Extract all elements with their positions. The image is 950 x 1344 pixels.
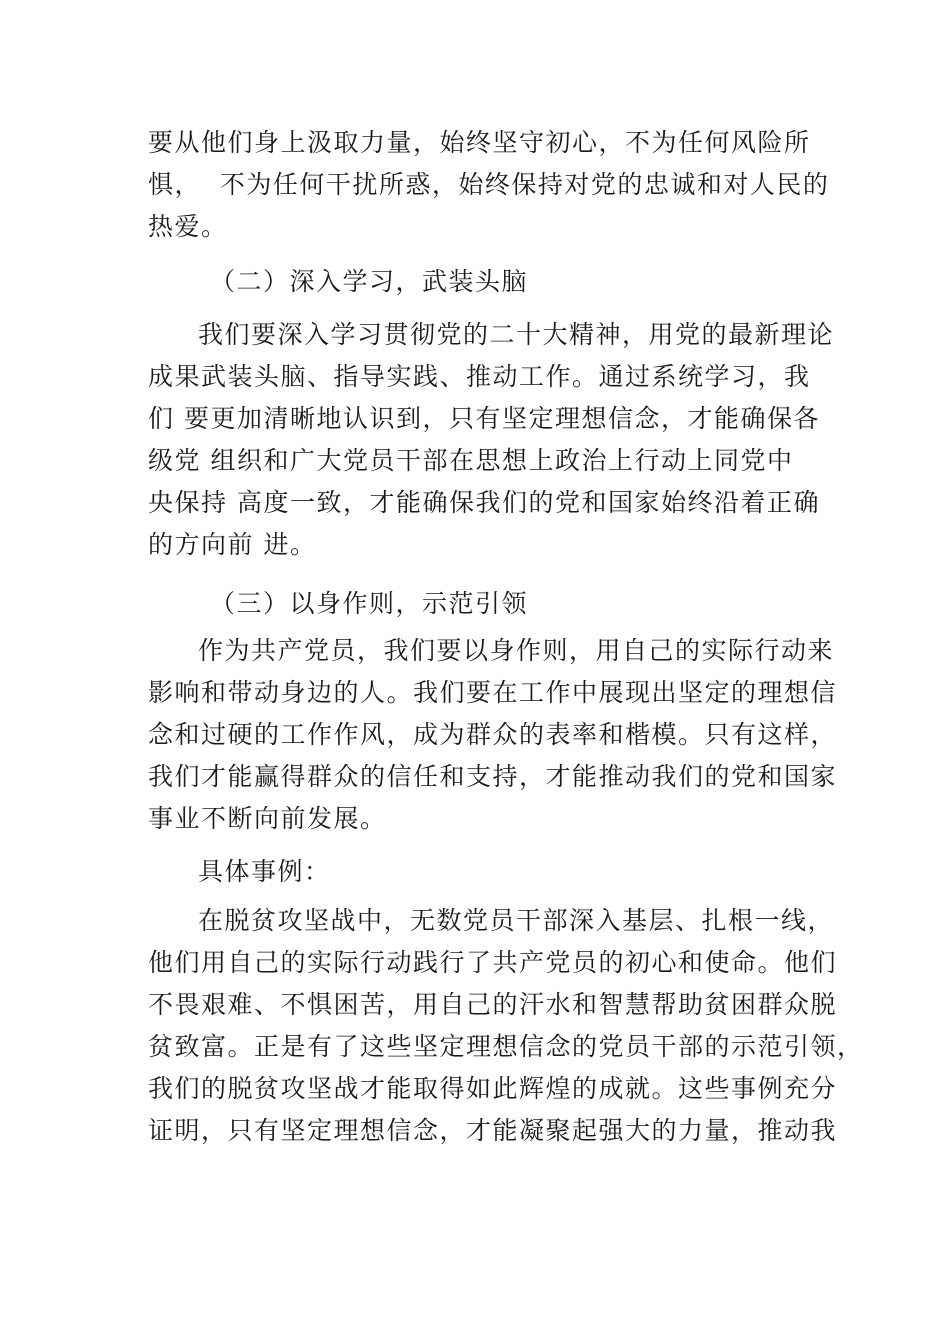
body-line: 我们要深入学习贯彻党的二十大精神，用党的最新理论 (198, 320, 835, 349)
body-line: 他们用自己的实际行动践行了共产党员的初心和使命。他们 (148, 948, 838, 977)
section-heading: （三）以身作则，示范引领 (210, 589, 529, 618)
body-line: 贫致富。正是有了这些坚定理想信念的党员干部的示范引领， (148, 1032, 864, 1061)
body-line: 热爱。 (148, 212, 228, 241)
body-line: 们 要更加清晰地认识到，只有坚定理想信念，才能确保各 (148, 404, 820, 433)
body-line: 级党 组织和广大党员干部在思想上政治上行动上同党中 (148, 446, 794, 475)
body-line: 念和过硬的工作作风，成为群众的表率和楷模。只有这样， (148, 720, 838, 749)
body-line: 我们才能赢得群众的信任和支持，才能推动我们的党和国家 (148, 762, 838, 791)
example-label: 具体事例： (198, 857, 331, 886)
body-line: 作为共产党员，我们要以身作则，用自己的实际行动来 (198, 636, 835, 665)
section-heading: （二）深入学习，武装头脑 (210, 267, 529, 296)
body-line: 在脱贫攻坚战中，无数党员干部深入基层、扎根一线， (198, 906, 835, 935)
body-line: 事业不断向前发展。 (148, 804, 387, 833)
body-line: 我们的脱贫攻坚战才能取得如此辉煌的成就。这些事例充分 (148, 1074, 838, 1103)
body-line: 惧， 不为任何干扰所惑，始终保持对党的忠诚和对人民的 (148, 170, 830, 199)
body-line: 要从他们身上汲取力量，始终坚守初心，不为任何风险所 (148, 128, 811, 157)
body-line: 证明，只有坚定理想信念，才能凝聚起强大的力量，推动我 (148, 1116, 838, 1145)
body-line: 不畏艰难、不惧困苦，用自己的汗水和智慧帮助贫困群众脱 (148, 990, 838, 1019)
body-line: 的方向前 进。 (148, 530, 317, 559)
body-line: 影响和带动身边的人。我们要在工作中展现出坚定的理想信 (148, 678, 838, 707)
body-line: 央保持 高度一致，才能确保我们的党和国家始终沿着正确 (148, 488, 820, 517)
body-line: 成果武装头脑、指导实践、推动工作。通过系统学习，我 (148, 362, 811, 391)
